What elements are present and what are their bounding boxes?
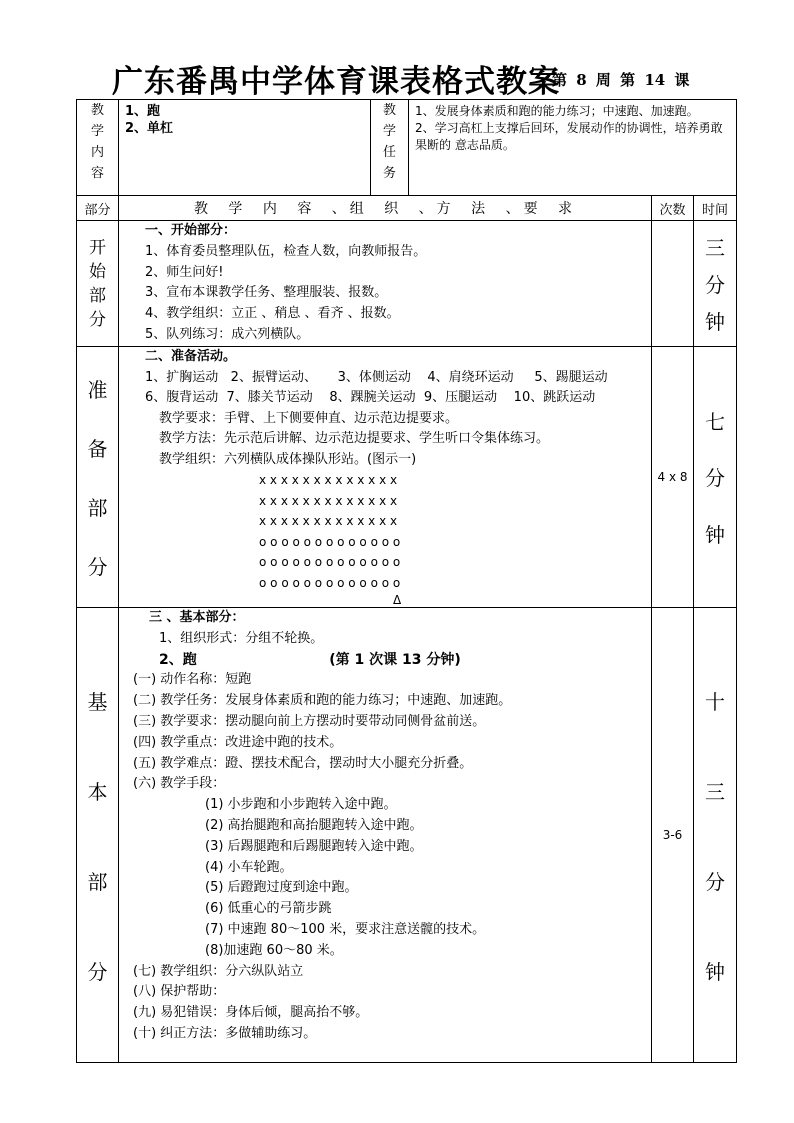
task-item: 1、发展身体素质和跑的能力练习；中速跑、加速跑。: [415, 104, 699, 118]
content-items: [119, 100, 371, 196]
time-char: 分: [705, 466, 726, 491]
means-line: (2) 高抬腿跑和高抬腿跑转入途中跑。: [205, 817, 423, 833]
formation-row: o o o o o o o o o o o o o: [259, 555, 401, 569]
prep-row: [77, 347, 737, 608]
time-char: 钟: [705, 309, 726, 334]
section-heading: 一、开始部分：: [145, 223, 237, 238]
start-time: [694, 221, 737, 347]
means-line: (3) 后踢腿跑和后踢腿跑转入途中跑。: [205, 838, 423, 854]
label-char: 备: [87, 437, 108, 461]
start-count: [652, 221, 694, 347]
content-line: (六) 教学手段：: [133, 776, 226, 792]
content-line: (一) 动作名称：短跑: [133, 672, 252, 688]
exercise-row: 6、腹背运动 7、膝关节运动 8、踝腕关运动 9、压腿运动 10、跳跃运动: [145, 390, 596, 405]
label-char: 分: [87, 959, 108, 984]
week-info: 第 8 周 第 14 课: [552, 71, 690, 89]
task-item: 2、学习高杠上支撑后回环，发展动作的协调性，培养勇敢果断的 意志品质。: [415, 121, 723, 152]
task-label: [371, 100, 409, 196]
content-line: 1、组织形式：分组不轮换。: [159, 630, 324, 646]
label-char: 任: [382, 145, 396, 160]
column-header-row: [77, 196, 737, 221]
content-line: 4、教学组织：立正 、稍息 、看齐 、报数。: [145, 306, 400, 322]
exercise-row: 1、扩胸运动 2、振臂运动、 3、体侧运动 4、肩绕环运动 5、踢腿运动: [145, 369, 608, 385]
formation-row: x x x x x x x x x x x x x: [259, 493, 398, 508]
content-line: (三) 教学要求：摆动腿向前上方摆动时要带动同侧骨盆前送。: [133, 713, 486, 729]
label-char: 务: [382, 166, 396, 181]
prep-time: [694, 347, 737, 608]
section-heading: 二、准备活动。: [145, 349, 237, 364]
prep-label: [77, 347, 119, 608]
label-char: 学: [382, 124, 396, 139]
basic-content: [119, 608, 652, 1063]
content-item: 1、跑: [125, 104, 161, 119]
page-title: 广东番禺中学体育课表格式教案: [112, 64, 560, 100]
means-line: (4) 小车轮跑。: [205, 859, 293, 875]
label-char: 部: [87, 496, 108, 520]
content-line: 1、体育委员整理队伍，检查人数，向教师报告。: [145, 243, 427, 259]
col-time: 时间: [694, 196, 737, 221]
content-line: (二) 教学任务：发展身体素质和跑的能力练习；中速跑、加速跑。: [133, 693, 512, 709]
basic-row: [77, 608, 737, 1063]
col-count: 次数: [652, 196, 694, 221]
prep-content: [119, 347, 652, 608]
prep-count: 4 x 8: [652, 347, 694, 608]
formation-row: o o o o o o o o o o o o o: [259, 534, 401, 549]
means-line: (7) 中速跑 80～100 米，要求注意送髋的技术。: [205, 921, 486, 937]
basic-time: [694, 608, 737, 1063]
content-line: 教学要求：手臂、上下侧要伸直、边示范边提要求。: [159, 410, 459, 426]
means-line: (8)加速跑 60～80 米。: [205, 942, 343, 958]
label-char: 教: [382, 103, 396, 118]
start-label: [77, 221, 119, 347]
content-line: 教学组织：六列横队成体操队形站。(图示一): [159, 451, 417, 467]
content-line: 教学方法：先示范后讲解、边示范边提要求、学生听口令集体练习。: [159, 431, 550, 446]
formation-row: o o o o o o o o o o o o o: [259, 575, 401, 590]
start-row: [77, 221, 737, 347]
means-line: (6) 低重心的弓箭步跳: [205, 901, 332, 917]
content-line: 2、师生问好!: [145, 264, 224, 280]
lesson-plan-table: [76, 99, 737, 1063]
label-char: 开: [89, 237, 106, 258]
content-line: (九) 易犯错误：身体后倾，腿高抬不够。: [133, 1005, 369, 1021]
label-char: 内: [90, 145, 104, 160]
time-char: 钟: [705, 523, 726, 548]
col-content: 教 学 内 容 、组 织 、方 法 、要 求: [119, 196, 652, 221]
label-char: 学: [90, 124, 104, 139]
time-char: 十: [705, 689, 726, 714]
label-char: 教: [90, 103, 104, 118]
start-content: [119, 221, 652, 347]
content-item: 2、单杠: [125, 121, 174, 136]
means-line: (5) 后蹬跑过度到途中跑。: [205, 880, 358, 896]
content-line: (五) 教学难点：蹬、摆技术配合，摆动时大小腿充分折叠。: [133, 755, 473, 771]
content-line: 5、队列练习：成六列横队。: [145, 326, 310, 342]
time-char: 钟: [705, 959, 726, 984]
content-label: [77, 100, 119, 196]
teacher-mark: Δ: [393, 593, 402, 607]
label-char: 基: [87, 689, 108, 714]
means-line: (1) 小步跑和小步跑转入途中跑。: [205, 797, 397, 813]
label-char: 部: [87, 869, 108, 894]
content-line: (八) 保护帮助：: [133, 984, 226, 1000]
top-row: [77, 100, 737, 196]
label-char: 分: [87, 555, 108, 579]
time-char: 分: [705, 272, 726, 297]
task-items: [409, 100, 737, 196]
content-line: (七) 教学组织：分六纵队站立: [133, 963, 304, 979]
label-char: 始: [89, 261, 106, 282]
content-line: 3、宣布本课教学任务、整理服装、报数。: [145, 285, 388, 301]
content-line: (十) 纠正方法：多做辅助练习。: [133, 1025, 317, 1041]
section-heading: 三 、基本部分：: [149, 610, 245, 625]
time-char: 七: [705, 409, 726, 434]
time-char: 三: [705, 236, 726, 261]
label-char: 容: [90, 166, 104, 181]
formation-row: x x x x x x x x x x x x x: [259, 473, 398, 487]
content-line: (四) 教学重点：改进途中跑的技术。: [133, 734, 343, 750]
basic-label: [77, 608, 119, 1063]
label-char: 分: [89, 309, 106, 330]
time-char: 分: [705, 869, 726, 894]
topic-label: 2、跑: [159, 651, 197, 668]
col-part: 部分: [77, 196, 119, 221]
time-char: 三: [705, 779, 726, 804]
formation-row: x x x x x x x x x x x x x: [259, 514, 398, 528]
basic-count: 3-6: [652, 608, 694, 1063]
label-char: 部: [89, 285, 106, 306]
label-char: 本: [87, 779, 108, 804]
lesson-info: (第 1 次课 13 分钟): [329, 651, 461, 668]
label-char: 准: [87, 378, 108, 402]
